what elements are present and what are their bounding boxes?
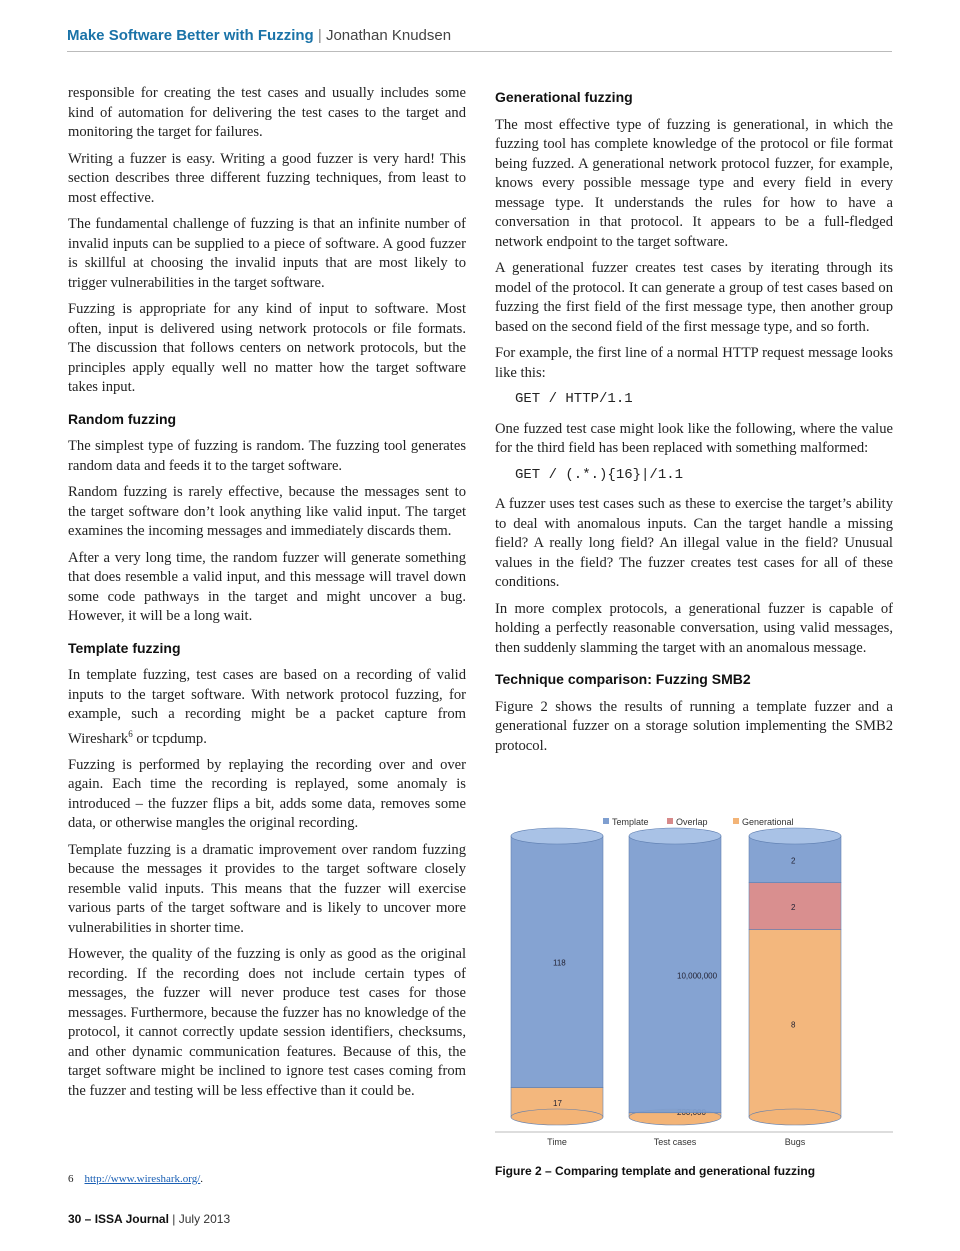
- paragraph: Template fuzzing is a dramatic improvement over random fuzzing because the messages it provides to the target software closely resemble valid inputs. This means that the fuzzer will exercise various parts of the target software and is likely to uncover more vulnerabilities in shorter time.: [68, 841, 466, 936]
- cylinder-chart: [495, 812, 893, 1152]
- legend-swatch: [733, 818, 739, 824]
- legend-swatch: [603, 818, 609, 824]
- footnote-ref[interactable]: 6: [128, 728, 133, 739]
- paragraph: Fuzzing is appropriate for any kind of input to software. Most often, input is delivered using network protocols or file formats. The discussion that follows centers on network protocols, but the principles apply equally well no matter how the target software takes input.: [68, 301, 466, 395]
- left-column: [68, 84, 466, 1108]
- paragraph: The most effective type of fuzzing is generational, in which the fuzzing tool has complete knowledge of the protocol or file format being fuzzed. A generational network protocol fuzzer, for example, knows every possible message type and every field in every message type. It understands the rules for how to have a conversation in that protocol. It appears to be a full-fledged network endpoint to the target software.: [495, 116, 893, 250]
- legend-label: Overlap: [676, 817, 708, 827]
- paragraph: The fundamental challenge of fuzzing is that an infinite number of invalid inputs can be supplied to a piece of software. A good fuzzer is skillful at choosing the invalid inputs that are most likely to trigger vulnerabilities in the target software.: [68, 216, 466, 291]
- paragraph-text: or tcpdump.: [132, 730, 207, 747]
- heading-template-fuzzing: Template fuzzing: [68, 639, 181, 656]
- data-label: 8: [791, 1020, 796, 1030]
- cylinder-top: [749, 828, 841, 844]
- heading-generational-fuzzing: Generational fuzzing: [495, 89, 633, 105]
- footnote: [68, 1173, 203, 1185]
- paragraph: One fuzzed test case might look like the following, where the value for the third field has been replaced with something malformed:: [495, 420, 893, 456]
- header-separator: |: [317, 27, 322, 44]
- legend-label: Template: [612, 817, 649, 827]
- footer-date: July 2013: [178, 1212, 231, 1226]
- data-label: 17: [553, 1099, 562, 1109]
- data-label: 2: [791, 856, 796, 866]
- header-title: Make Software Better with Fuzzing: [67, 27, 314, 44]
- cylinder-top: [511, 828, 603, 844]
- legend-label: Generational: [742, 817, 794, 827]
- paragraph: Figure 2 shows the results of running a template fuzzer and a generational fuzzer on a storage solution implementing the SMB2 protocol.: [495, 698, 893, 754]
- paragraph: For example, the first line of a normal HTTP request message looks like this:: [495, 345, 893, 381]
- footnote-link[interactable]: http://www.wireshark.org/: [84, 1173, 201, 1185]
- code-sample: GET / HTTP/1.1: [515, 391, 633, 407]
- paragraph: Fuzzing is performed by replaying the recording over and over again. Each time the recording is replayed, some anomaly is introduced – the fuzzer flips a bit, adds some data, removes some data, or otherwise mangles the original recording.: [68, 756, 466, 832]
- paragraph: responsible for creating the test cases and usually includes some kind of automation for delivering the test cases to the target and monitoring the target for failures.: [68, 85, 466, 140]
- paragraph: A fuzzer uses test cases such as these to exercise the target’s ability to deal with anomalous inputs. Can the target handle a missing field? A really long field? An illegal value in the field? Unusual values in the field? The fuzzer creates test cases for all of these conditions.: [495, 496, 893, 590]
- header-rule: [67, 51, 892, 52]
- footer-separator: |: [172, 1212, 176, 1226]
- footnote-number: 6: [68, 1173, 74, 1185]
- code-sample: GET / (.*.){16}|/1.1: [515, 466, 684, 483]
- x-tick-label: Bugs: [784, 1137, 806, 1147]
- legend-swatch: [667, 818, 673, 824]
- footer-page: 30 – ISSA Journal: [68, 1212, 169, 1226]
- figure-caption: Figure 2 – Comparing template and generational fuzzing: [495, 1164, 816, 1178]
- figure-2-chart: [495, 812, 893, 1152]
- paragraph: However, the quality of the fuzzing is only as good as the original recording. If the recording does not include certain types of messages, the fuzzer will never produce test cases for those messages. Furthermore, because the fuzzer has no knowledge of the protocol, it cannot correctly update session identifiers, checksums, and other dynamic communication features. Because of this, the target software might be inclined to ignore test cases coming from the fuzzer and testing will be less effective than it could be.: [68, 946, 466, 1099]
- paragraph: Writing a fuzzer is easy. Writing a good fuzzer is very hard! This section describes three different fuzzing techniques, from least to most effective.: [68, 150, 466, 206]
- header-author: Jonathan Knudsen: [325, 27, 452, 44]
- x-tick-label: Test cases: [653, 1137, 697, 1147]
- paragraph: The simplest type of fuzzing is random. The fuzzing tool generates random data and feeds it to the target software.: [68, 438, 466, 474]
- paragraph-text: In template fuzzing, test cases are based on a recording of valid inputs to the target software. With network protocol fuzzing, for example, such a recording might be a packet capture from Wireshark: [68, 667, 466, 747]
- x-tick-label: Time: [547, 1137, 567, 1147]
- cylinder-top: [629, 828, 721, 844]
- paragraph: Random fuzzing is rarely effective, because the messages sent to the target software don’t look anything like valid input. The target examines the incoming messages and immediately discards them.: [68, 484, 466, 539]
- running-header: [67, 27, 451, 44]
- paragraph: After a very long time, the random fuzzer will generate something that does resemble a valid input, and this message will travel down some code pathways in the target and might uncover a bug. However, it will be a long wait.: [68, 549, 466, 624]
- right-column: [495, 84, 893, 763]
- cylinder-base: [511, 1109, 603, 1125]
- heading-random-fuzzing: Random fuzzing: [68, 410, 177, 427]
- footnote-tail: .: [200, 1173, 204, 1185]
- paragraph: [68, 666, 466, 749]
- heading-technique-comparison: Technique comparison: Fuzzing SMB2: [495, 671, 751, 687]
- data-label: 2: [791, 903, 796, 913]
- page-footer: [68, 1212, 230, 1226]
- data-label: 118: [553, 958, 566, 968]
- data-label: 10,000,000: [677, 971, 718, 981]
- paragraph: In more complex protocols, a generational fuzzer is capable of holding a perfectly reasonable conversation, using valid messages, then suddenly slamming the target with an anomalous message.: [495, 600, 893, 656]
- cylinder-base: [749, 1109, 841, 1125]
- paragraph: A generational fuzzer creates test cases by iterating through its model of the protocol. It can generate a group of test cases based on fuzzing the first field of the first message type, then another group based on the second field of the first message type, and so forth.: [495, 260, 893, 335]
